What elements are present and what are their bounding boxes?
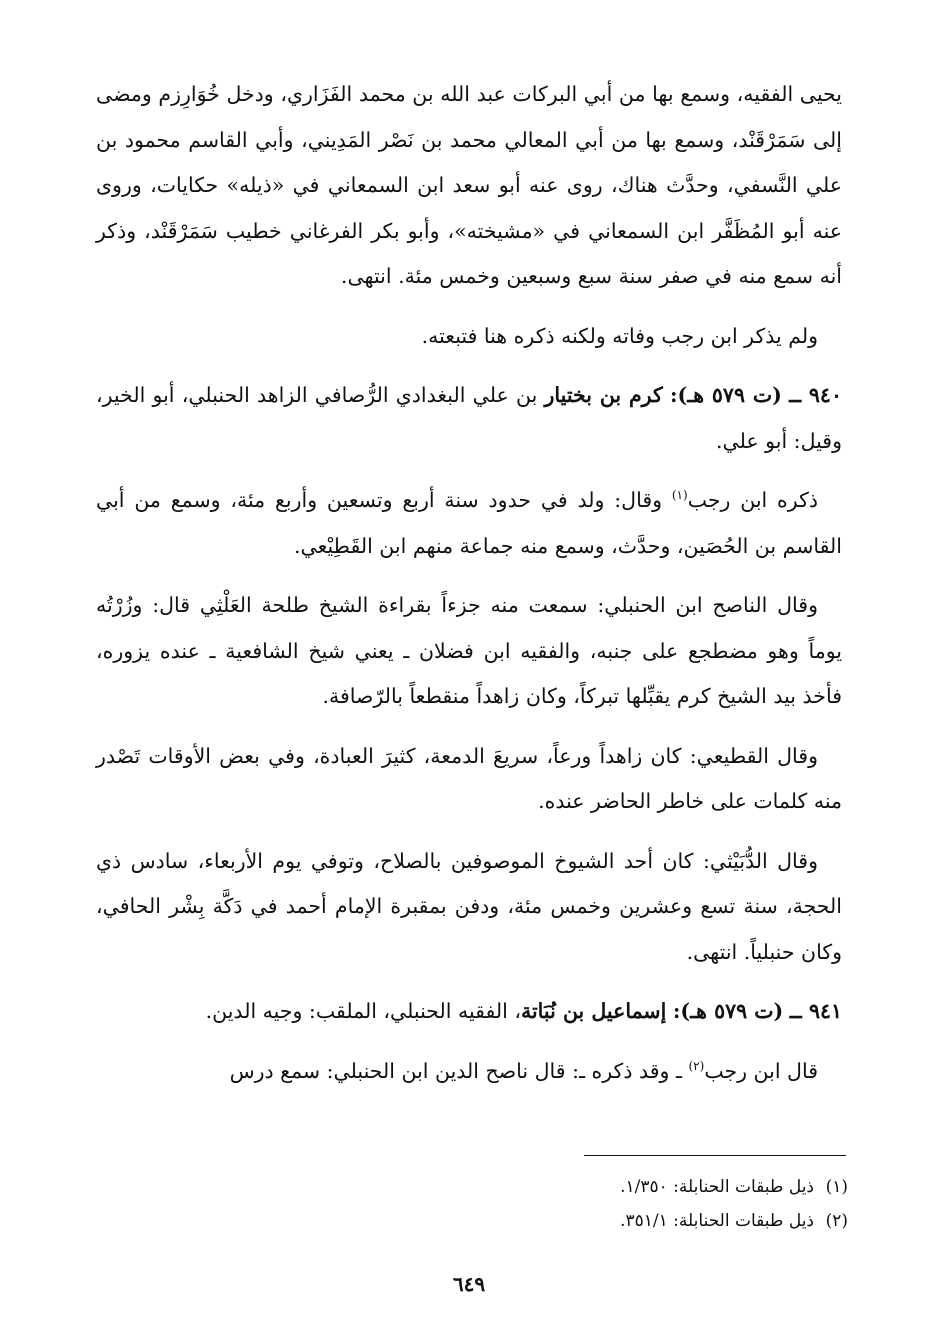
paragraph-5: وقال الناصح ابن الحنبلي: سمعت منه جزءاً بقراءة الشيخ طلحة العَلْثِي قال: وزُرْتُه يوماً وهو مضطجع على جنبه، والفقيه ابن فضلان ـ يعني شيخ الشافعية ـ عنده يزوره، فأخذ بيد الشيخ كرم يقبِّلها تبركاً، وكان زاهداً منقطعاً بالرّصافة. (96, 593, 842, 708)
paragraph-4-after: وقال: ولد في حدود سنة أربع وتسعين وأربع مئة، وسمع من أبي القاسم بن الحُصَين، وحدَّث، وسمع منه جماعة منهم ابن القَطِيْعي. (96, 488, 842, 558)
paragraph-9-before: قال ابن رجب (704, 1058, 818, 1083)
paragraph-4-before: ذكره ابن رجب (687, 488, 818, 512)
footnote-number: (٢) (825, 1211, 848, 1231)
entry-name: إسماعيل بن نُبَاتة (520, 999, 667, 1023)
entry-number: ٩٤١ ــ (789, 999, 842, 1023)
footnote-divider (584, 1155, 846, 1156)
entry-name: كرم بن بختيار (544, 383, 663, 407)
entry-940 (96, 373, 842, 464)
paragraph-1: يحيى الفقيه، وسمع بها من أبي البركات عبد الله بن محمد الفَزَاري، ودخل خُوَارِزم ومضى إلى سَمَرْقَنْد، وسمع بها من أبي المعالي محمد بن نَصْر المَدِيني، وأبي القاسم محمود بن علي النَّسفي، وحدَّث هناك، روى عنه أبو سعد ابن السمعاني في «ذيله» حكايات، وروى عنه أبو المُظَفَّر ابن السمعاني في «مشيخته»، وأبو بكر الفرغاني خطيب سَمَرْقَنْد، وذكر أنه سمع منه في صفر سنة سبع وسبعين وخمس مئة. انتهى. (96, 82, 842, 288)
footnote-ref-1: (١) (671, 488, 688, 503)
main-text (96, 72, 842, 1108)
entry-number: ٩٤٠ ــ (789, 383, 842, 407)
entry-death-date: (ت ٥٧٩ هـ): (669, 383, 782, 407)
paragraph-9 (96, 1049, 842, 1095)
footnote-1 (440, 1170, 848, 1204)
entry-941 (96, 989, 842, 1035)
footnote-text: ذيل طبقات الحنابلة: ١/٣٥٠. (620, 1177, 814, 1197)
entry-death-date: (ت ٥٧٩ هـ): (672, 999, 784, 1023)
paragraph-9-after: ـ وقد ذكره ـ: قال ناصح الدين ابن الحنبلي: سمع درس (229, 1058, 682, 1083)
footnote-2 (440, 1204, 848, 1238)
footnote-text: ذيل طبقات الحنابلة: ٣٥١/١. (620, 1211, 814, 1231)
entry-rest: بن علي البغدادي الرُّصافي الزاهد الحنبلي، أبو الخير، وقيل: أبو علي. (96, 383, 842, 453)
page-number: ٦٤٩ (452, 1272, 486, 1296)
paragraph-6: وقال القطيعي: كان زاهداً ورعاً، سريعَ الدمعة، كثيرَ العبادة، وفي بعض الأوقات تَصْدر منه كلمات على خاطر الحاضر عنده. (96, 743, 842, 813)
paragraph-4 (96, 478, 842, 569)
footnotes (440, 1170, 848, 1238)
paragraph-7: وقال الدُّبَيْثي: كان أحد الشيوخ الموصوفين بالصلاح، وتوفي يوم الأربعاء، سادس ذي الحجة، سنة تسع وعشرين وخمس مئة، ودفن بمقبرة الإمام أحمد في دَكَّة بِشْر الحافي، وكان حنبلياً. انتهى. (96, 848, 842, 964)
entry-rest: ، الفقيه الحنبلي، الملقب: وجيه الدين. (205, 999, 521, 1023)
footnote-ref-2: (٢) (688, 1058, 705, 1073)
footnote-number: (١) (825, 1177, 848, 1197)
paragraph-2: ولم يذكر ابن رجب وفاته ولكنه ذكره هنا فتبعته. (421, 323, 818, 348)
